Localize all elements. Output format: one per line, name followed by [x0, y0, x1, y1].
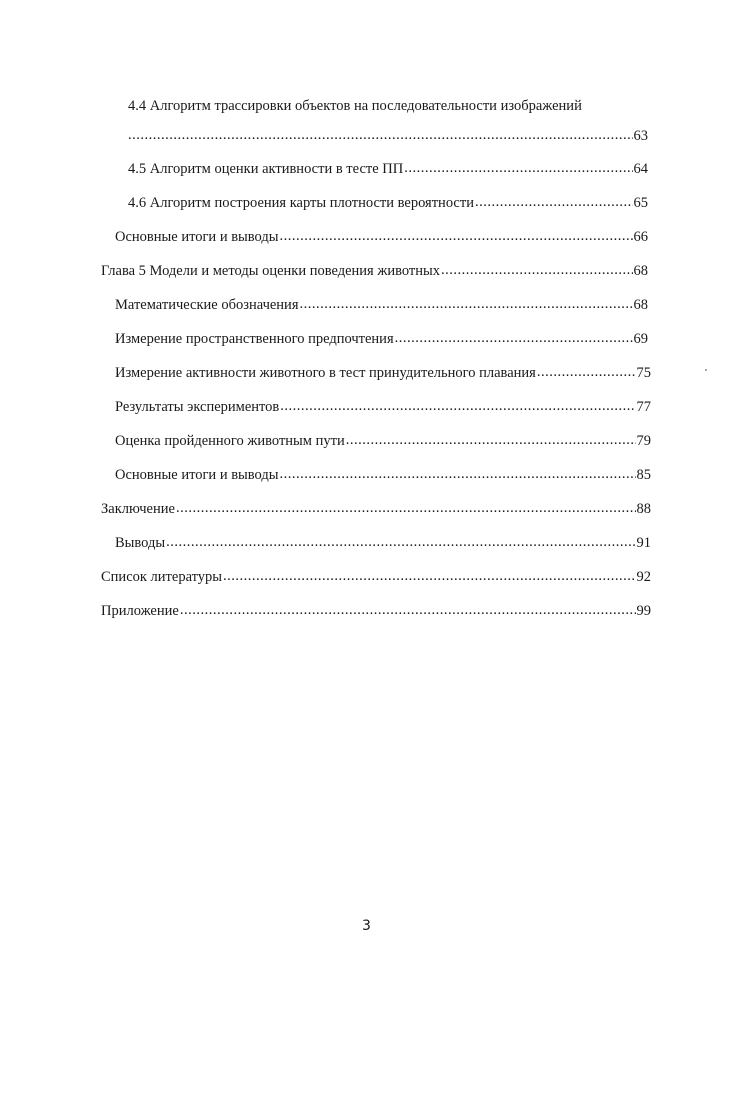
toc-entry-path-estimation — [115, 432, 651, 450]
toc-entry-conclusions — [115, 534, 651, 552]
toc-entry-title: 4.5 Алгоритм оценки активности в тесте ПП — [128, 161, 404, 177]
dot-leader — [166, 533, 635, 551]
toc-entry-4-4-page: 63 — [633, 128, 648, 144]
toc-entry-title: Приложение — [101, 603, 179, 619]
toc-entry-4-6 — [128, 194, 648, 212]
toc-entry-title: Измерение пространственного предпочтения — [115, 331, 394, 347]
dot-leader — [176, 499, 636, 517]
dot-leader — [404, 159, 632, 177]
toc-entry-title: Математические обозначения — [115, 297, 299, 313]
toc-entry-spatial-preference — [115, 330, 648, 348]
toc-entry-page: 92 — [636, 569, 651, 585]
toc-entry-page: 68 — [633, 263, 648, 279]
toc-entry-4-4-continuation — [128, 127, 648, 145]
toc-entry-title: Основные итоги и выводы — [115, 467, 279, 483]
toc-entry-title: Измерение активности животного в тест принудительного плавания — [115, 365, 536, 381]
toc-entry-results — [115, 398, 651, 416]
toc-entry-page: 77 — [636, 399, 651, 415]
toc-entry-page: 64 — [633, 161, 648, 177]
toc-entry-title: Оценка пройденного животным пути — [115, 433, 345, 449]
dot-leader — [346, 431, 636, 449]
dot-leader — [300, 295, 633, 313]
toc-entry-ch5-summary — [115, 466, 651, 484]
toc-entry-title: Результаты экспериментов — [115, 399, 280, 415]
toc-entry-4-4-title: 4.4 Алгоритм трассировки объектов на последовательности изображений — [128, 98, 582, 114]
toc-entry-references — [101, 568, 651, 586]
toc-entry-title: Основные итоги и выводы — [115, 229, 279, 245]
scan-speck — [705, 369, 707, 371]
dot-leader — [223, 567, 635, 585]
toc-entry-ch4-summary — [115, 228, 648, 246]
toc-entry-page: 75 — [636, 365, 651, 381]
toc-entry-title: Выводы — [115, 535, 166, 551]
toc-entry-title: Заключение — [101, 501, 175, 517]
toc-entry-page: 66 — [633, 229, 648, 245]
toc-entry-page: 91 — [636, 535, 651, 551]
toc-entry-page: 85 — [636, 467, 651, 483]
dot-leader — [395, 329, 633, 347]
dot-leader — [280, 465, 636, 483]
toc-entry-page: 88 — [636, 501, 651, 517]
toc-entry-appendix — [101, 602, 651, 620]
toc-entry-conclusion — [101, 500, 651, 518]
dot-leader — [537, 363, 636, 381]
dot-leader — [441, 261, 632, 279]
toc-entry-title: 4.6 Алгоритм построения карты плотности вероятности — [128, 195, 474, 211]
page-number: 3 — [362, 918, 371, 934]
toc-entry-math-notation — [115, 296, 648, 314]
dot-leader — [180, 601, 636, 619]
toc-entry-swim-activity — [115, 364, 651, 382]
toc-entry-page: 68 — [633, 297, 648, 313]
toc-entry-page: 65 — [633, 195, 648, 211]
toc-entry-title: Список литературы — [101, 569, 223, 585]
toc-entry-chapter-5 — [101, 262, 648, 280]
dot-leader — [128, 126, 633, 144]
dot-leader — [475, 193, 633, 211]
toc-entry-page: 79 — [636, 433, 651, 449]
toc-entry-page: 99 — [636, 603, 651, 619]
toc-entry-page: 69 — [633, 331, 648, 347]
dot-leader — [280, 227, 633, 245]
dot-leader — [280, 397, 635, 415]
toc-entry-title: Глава 5 Модели и методы оценки поведения животных — [101, 263, 441, 279]
toc-entry-4-5 — [128, 160, 648, 178]
